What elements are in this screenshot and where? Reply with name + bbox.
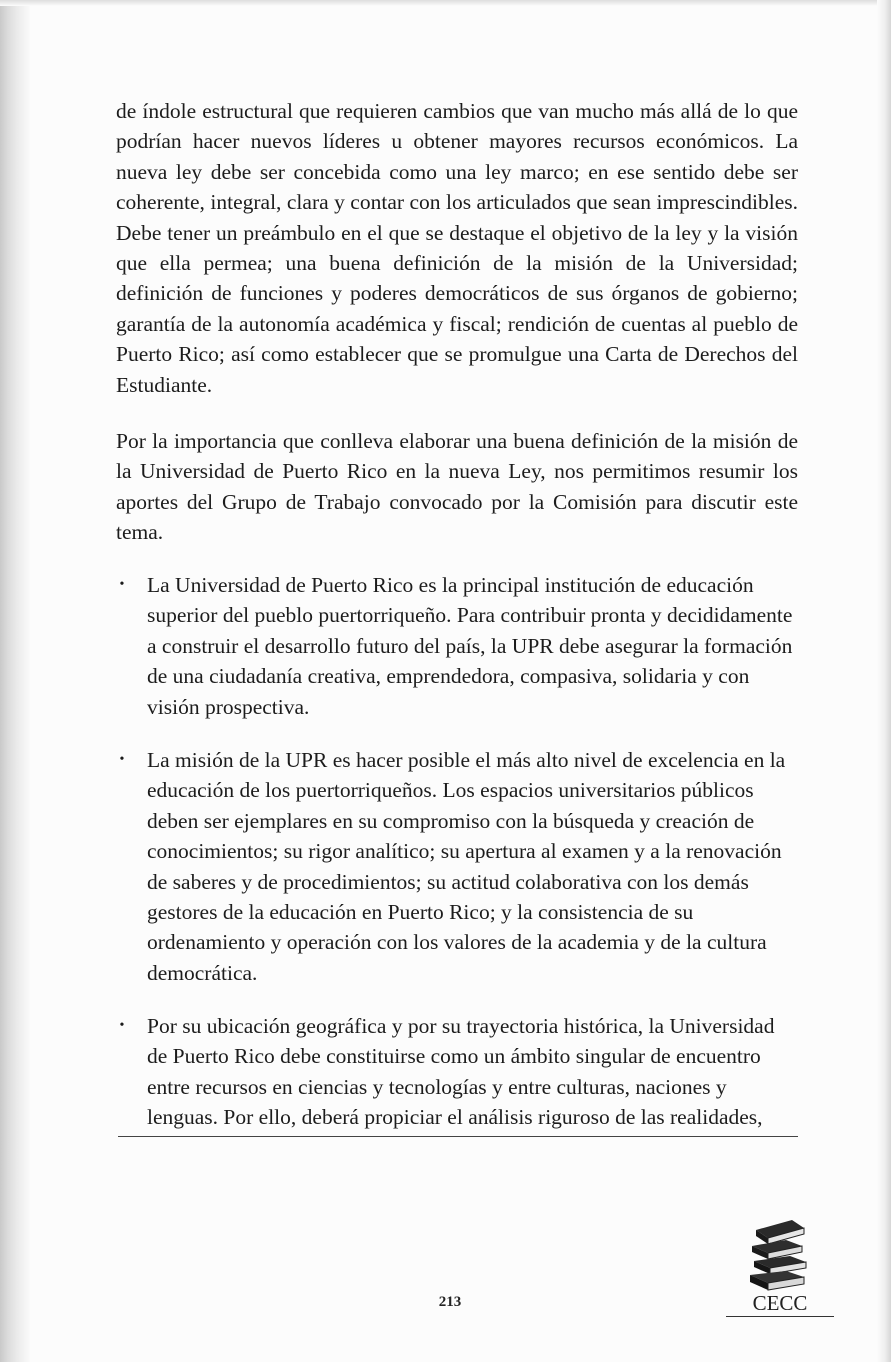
bullet-marker: •	[119, 577, 125, 592]
scan-top-edge-shadow	[0, 0, 891, 6]
body-paragraph-1: de índole estructural que requieren cambios que van mucho más allá de lo que podrían hacer nuevos líderes u obtener mayores recursos económicos. La nueva ley debe ser concebida como una ley marco; en ese sentido debe ser coherente, integral, clara y contar con los articulados que sean imprescindibles. Debe tener un preámbulo en el que se destaque el objetivo de la ley y la visión que ella permea; una buena definición de la misión de la Universidad; definición de funciones y poderes democráticos de sus órganos de gobierno; garantía de la autonomía académica y fiscal; rendición de cuentas al pueblo de Puerto Rico; así como establecer que se promulgue una Carta de Derechos del Estudiante.	[116, 99, 798, 397]
bullet-item-3	[116, 1011, 800, 1133]
page-number: 213	[438, 1294, 462, 1310]
bullet-marker: •	[119, 1018, 125, 1033]
scan-left-edge-shadow	[0, 0, 30, 1362]
cecc-logo	[726, 1216, 834, 1324]
footer-divider	[118, 1136, 798, 1137]
logo-label: CECC	[726, 1290, 834, 1317]
bullet-text: La misión de la UPR es hacer posible el más alto nivel de excelencia en la educación de los puertorriqueños. Los espacios universitarios públicos deben ser ejemplares en su compromiso con la búsqueda y creación de conocimientos; su rigor analítico; su apertura al examen y a la renovación de saberes y de procedimientos; su actitud colaborativa con los demás gestores de la educación en Puerto Rico; y la consistencia de su ordenamiento y operación con los valores de la academia y de la cultura democrática.	[147, 748, 786, 985]
bullet-item-1	[116, 570, 800, 722]
bullet-text: Por su ubicación geográfica y por su trayectoria histórica, la Universidad de Puerto Rico debe constituirse como un ámbito singular de encuentro entre recursos en ciencias y tecnologías y entre culturas, naciones y lenguas. Por ello, deberá propiciar el análisis riguroso de las realidades,	[147, 1014, 775, 1130]
scan-right-edge-shadow	[877, 0, 891, 1362]
body-paragraph-2: Por la importancia que conlleva elaborar una buena definición de la misión de la Universidad de Puerto Rico en la nueva Ley, nos permitimos resumir los aportes del Grupo de Trabajo convocado por la Comisión para discutir este tema.	[116, 429, 798, 545]
stacked-books-icon	[746, 1216, 814, 1292]
bullet-item-2	[116, 745, 800, 988]
bullet-marker: •	[119, 752, 125, 767]
bullet-text: La Universidad de Puerto Rico es la principal institución de educación superior del pueblo puertorriqueño. Para contribuir pronta y decididamente a construir el desarrollo futuro del país, la UPR debe asegurar la formación de una ciudadanía creativa, emprendedora, compasiva, solidaria y con visión prospectiva.	[147, 573, 793, 719]
